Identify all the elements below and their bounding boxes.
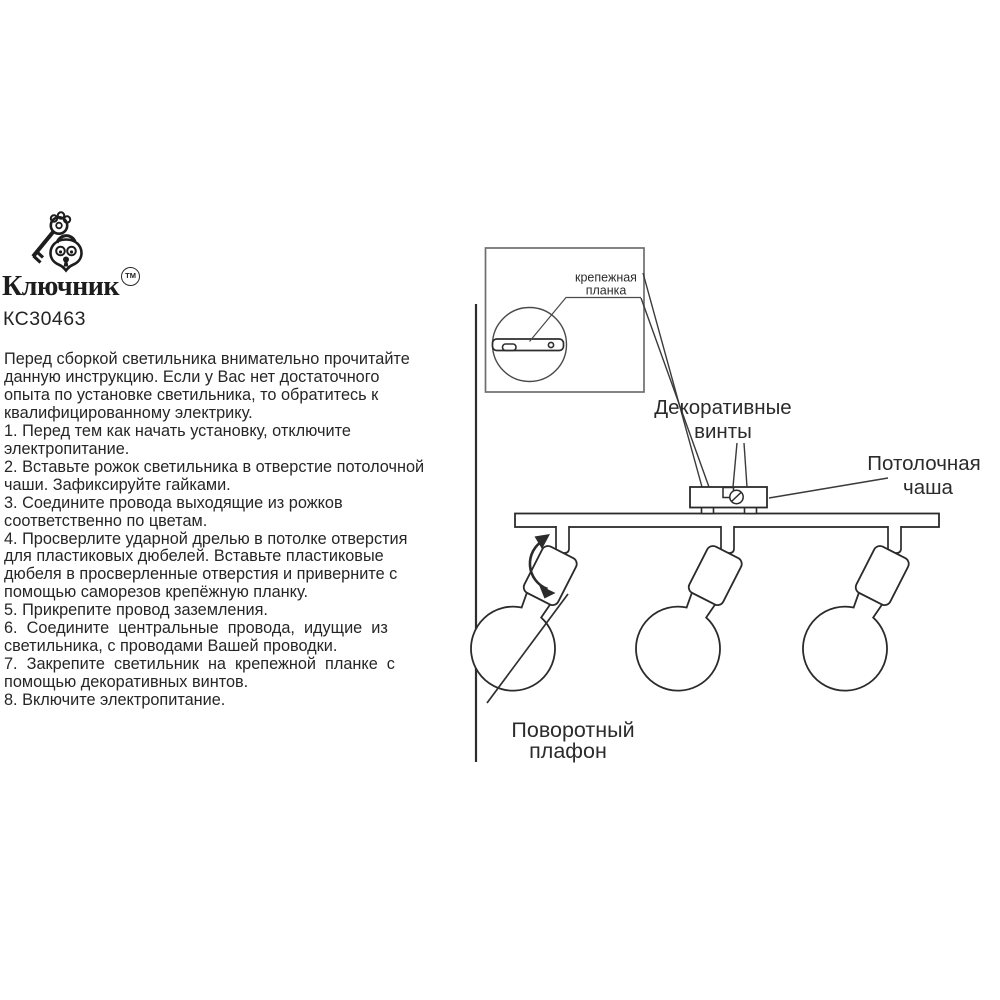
instruction-line: помощью саморезов крепёжную планку.	[4, 583, 309, 602]
instruction-line: помощью декоративных винтов.	[4, 673, 249, 692]
instruction-line: квалифицированному электрику.	[4, 403, 253, 422]
instruction-line: дюбеля в просверленные отверстия и приверните с	[4, 565, 398, 584]
instruction-line: 6. Соедините центральные провода, идущие из	[4, 619, 388, 638]
rotating-shade-label-line1: Поворотный	[511, 718, 635, 742]
inset-label-line2: планка	[585, 283, 627, 298]
spot-stem	[888, 526, 901, 553]
inset-to-canopy-leader-1	[643, 273, 702, 487]
callout-ceiling-cup	[769, 452, 981, 499]
instruction-line: данную инструкцию. Если у Вас нет достаточного	[4, 367, 380, 386]
mounting-bar-hole	[548, 342, 553, 347]
screws-leader-1	[733, 443, 737, 487]
instruction-line: чаши. Зафиксируйте гайками.	[4, 475, 231, 494]
mounting-bar-inset	[486, 248, 645, 392]
instruction-line: светильника, с проводами Вашей проводки.	[4, 637, 338, 656]
instruction-line: 5. Прикрепите провод заземления.	[4, 601, 268, 620]
canopy	[690, 487, 767, 514]
spot-stem	[721, 526, 734, 553]
instruction-line: опыта по установке светильника, то обратитесь к	[4, 385, 379, 404]
rotating-shade-label-line2: плафон	[529, 739, 607, 763]
instruction-line: электропитание.	[4, 439, 130, 458]
spot-head-3	[789, 526, 932, 705]
screws-leader-2	[744, 443, 747, 487]
instruction-line: для пластиковых дюбелей. Вставьте пластиковые	[4, 547, 384, 566]
instruction-line: 7. Закрепите светильник на крепежной планке с	[4, 655, 395, 674]
trademark-badge: TM	[121, 267, 140, 286]
decorative-screws-label-line2: винты	[694, 420, 752, 443]
lamp-rail	[515, 514, 939, 528]
instruction-line: 3. Соедините провода выходящие из рожков	[4, 493, 343, 512]
ceiling-cup-label-line1: Потолочная	[867, 452, 981, 475]
decorative-screws-label-line1: Декоративные	[654, 396, 792, 419]
spot-stem	[556, 526, 569, 553]
inset-to-canopy-leader-2	[641, 298, 709, 487]
model-number: КС30463	[3, 308, 86, 330]
ceiling-cup-leader	[769, 478, 888, 498]
inset-label-line1: крепежная	[575, 270, 637, 285]
brand-name-text: Ключник	[2, 271, 120, 302]
callout-decorative-screws	[654, 396, 791, 487]
instruction-line: соответственно по цветам.	[4, 511, 208, 530]
instruction-line: Перед сборкой светильника внимательно прочитайте	[4, 350, 410, 368]
instruction-line: 1. Перед тем как начать установку, отключите	[4, 421, 351, 440]
ceiling-cup-label-line2: чаша	[903, 476, 953, 499]
instruction-line: 2. Вставьте рожок светильника в отверстие потолочной	[4, 457, 425, 476]
instruction-line: 4. Просверлите ударной дрелью в потолке отверстия	[4, 529, 408, 548]
spot-head-1	[457, 526, 600, 705]
mounting-bar-slot	[503, 344, 517, 350]
instruction-line: 8. Включите электропитание.	[4, 691, 226, 710]
spot-head-2	[622, 526, 765, 705]
